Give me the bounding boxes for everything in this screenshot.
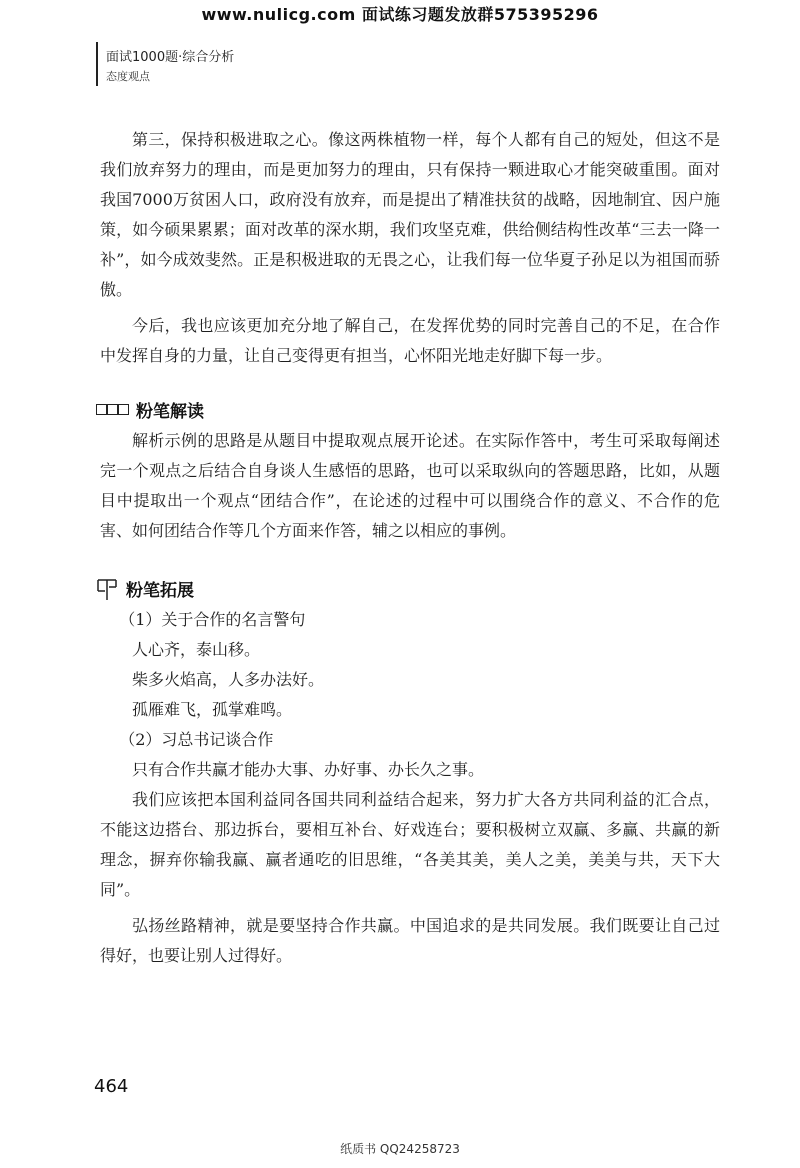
paragraph-conclusion: 今后，我也应该更加充分地了解自己，在发挥优势的同时完善自己的不足，在合作中发挥自身的力量，让自己变得更有担当，心怀阳光地走好脚下每一步。 bbox=[100, 316, 720, 365]
quote-3: 孤雁难飞，孤掌难鸣。 bbox=[132, 700, 293, 719]
book-title: 面试1000题·综合分析 bbox=[106, 50, 235, 65]
expand-item1-title: （1）关于合作的名言警句 bbox=[119, 610, 306, 629]
expand-icon bbox=[96, 577, 118, 601]
page-content bbox=[100, 125, 720, 977]
expand-item2-para-2: 弘扬丝路精神，就是要坚持合作共赢。中国追求的是共同发展。我们既要让自己过得好，也要让别人过得好。 bbox=[100, 916, 720, 965]
section-label: 态度观点 bbox=[106, 70, 150, 83]
expand-item2-para-1: 我们应该把本国利益同各国共同利益结合起来，努力扩大各方共同利益的汇合点，不能这边搭台、那边拆台，要相互补台、好戏连台；要积极树立双赢、多赢、共赢的新理念，摒弃你输我赢、赢者通吃的旧思维，“各美其美，美人之美，美美与共，天下大同”。 bbox=[100, 790, 720, 899]
paragraph-read: 解析示例的思路是从题目中提取观点展开论述。在实际作答中，考生可采取每阐述完一个观点之后结合自身谈人生感悟的思路，也可以采取纵向的答题思路，比如，从题目中提取出一个观点“团结合作”，在论述的过程中可以围绕合作的意义、不合作的危害、如何团结合作等几个方面来作答，辅之以相应的事例。 bbox=[100, 431, 720, 540]
section-title-read: 粉笔解读 bbox=[136, 402, 204, 422]
section-heading-read bbox=[96, 397, 720, 422]
page-number: 464 bbox=[94, 1076, 129, 1097]
watermark-top: www.nulicg.com 面试练习题发放群575395296 bbox=[201, 5, 599, 24]
expand-item2-line: 只有合作共赢才能办大事、办好事、办长久之事。 bbox=[132, 760, 485, 779]
paragraph-third-point: 第三，保持积极进取之心。像这两株植物一样，每个人都有自己的短处，但这不是我们放弃努力的理由，而是更加努力的理由，只有保持一颗进取心才能突破重围。面对我国7000万贫困人口，政府没有放弃，而是提出了精准扶贫的战略，因地制宜、因户施策，如今硕果累累；面对改革的深水期，我们攻坚克难，供给侧结构性改革“三去一降一补”，如今成效斐然。正是积极进取的无畏之心，让我们每一位华夏子孙足以为祖国而骄傲。 bbox=[100, 130, 720, 299]
quote-2: 柴多火焰高，人多办法好。 bbox=[132, 670, 325, 689]
section-heading-expand bbox=[96, 576, 720, 601]
section-title-expand: 粉笔拓展 bbox=[126, 581, 194, 601]
expand-item2-title: （2）习总书记谈合作 bbox=[119, 730, 274, 749]
header-rule bbox=[96, 42, 98, 86]
watermark-bottom: 纸质书 QQ24258723 bbox=[340, 1142, 460, 1156]
quote-1: 人心齐，泰山移。 bbox=[132, 640, 261, 659]
book-read-icon bbox=[96, 404, 130, 415]
